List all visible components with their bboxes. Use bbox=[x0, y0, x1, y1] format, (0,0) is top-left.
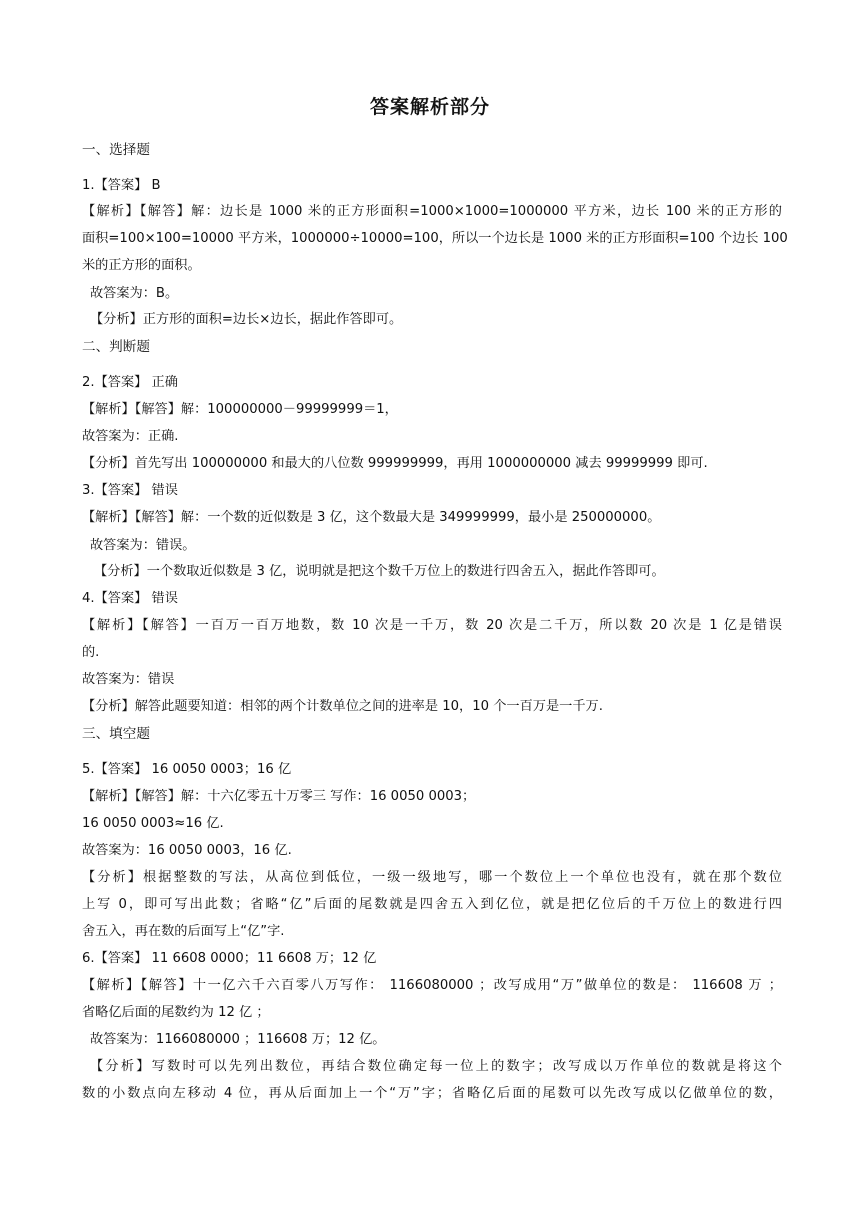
answer-2: 2.【答案】 正确 bbox=[82, 375, 178, 390]
answer-3: 3.【答案】 错误 bbox=[82, 483, 178, 498]
analysis-line: 【分析】根据整数的写法，从高位到低位，一级一级地写，哪一个数位上一个单位也没有，就在那个数位 bbox=[82, 870, 782, 885]
explanation-line: 【解析】【解答】解：十六亿零五十万零三 写作：16 0050 0003； bbox=[82, 789, 476, 804]
conclusion-line: 故答案为：B。 bbox=[90, 286, 179, 301]
analysis-line: 【分析】一个数取近似数是 3 亿，说明就是把这个数千万位上的数进行四舍五入，据此作答即可。 bbox=[94, 564, 665, 579]
analysis-line: 【分析】解答此题要知道：相邻的两个计数单位之间的进率是 10，10 个一百万是一千万. bbox=[82, 699, 603, 714]
explanation-line: 面积=100×100=10000 平方米，1000000÷10000=100，所以一个边长是 1000 米的正方形面积=100 个边长 100 bbox=[82, 231, 788, 246]
conclusion-line: 故答案为：16 0050 0003，16 亿. bbox=[82, 843, 292, 858]
conclusion-line: 故答案为：错误。 bbox=[90, 538, 196, 553]
section-heading-fill: 三、填空题 bbox=[82, 726, 150, 742]
page-title: 答案解析部分 bbox=[369, 96, 490, 118]
analysis-line: 数的小数点向左移动 4 位，再从后面加上一个“万”字；省略亿后面的尾数可以先改写成以亿做单位的数， bbox=[82, 1086, 782, 1101]
explanation-line: 【解析】【解答】解：边长是 1000 米的正方形面积=1000×1000=1000000 平方米，边长 100 米的正方形的 bbox=[82, 204, 782, 219]
conclusion-line: 故答案为：错误 bbox=[82, 672, 175, 687]
explanation-line: 【解析】【解答】解：100000000－99999999＝1， bbox=[82, 402, 398, 417]
conclusion-line: 故答案为：正确. bbox=[82, 429, 179, 444]
explanation-line: 米的正方形的面积。 bbox=[82, 258, 201, 273]
answer-6: 6.【答案】 11 6608 0000；11 6608 万；12 亿 bbox=[82, 951, 377, 966]
conclusion-line: 故答案为：1166080000 ；116608 万；12 亿。 bbox=[90, 1032, 386, 1047]
answer-1: 1.【答案】 B bbox=[82, 178, 161, 193]
analysis-line: 【分析】写数时可以先列出数位，再结合数位确定每一位上的数字；改写成以万作单位的数就是将这个 bbox=[90, 1059, 782, 1074]
analysis-line: 舍五入，再在数的后面写上“亿”字. bbox=[82, 924, 285, 939]
analysis-line: 【分析】正方形的面积=边长×边长，据此作答即可。 bbox=[90, 312, 403, 327]
explanation-line: 的. bbox=[82, 645, 100, 660]
explanation-line: 省略亿后面的尾数约为 12 亿 ； bbox=[82, 1005, 270, 1020]
section-heading-judge: 二、判断题 bbox=[82, 339, 150, 355]
explanation-line: 【解析】【解答】解：一个数的近似数是 3 亿，这个数最大是 349999999，最小是 250000000。 bbox=[82, 510, 661, 525]
analysis-line: 【分析】首先写出 100000000 和最大的八位数 999999999，再用 1000000000 减去 99999999 即可. bbox=[82, 456, 708, 471]
explanation-line: 【解析】【解答】一百万一百万地数，数 10 次是一千万，数 20 次是二千万，所以数 20 次是 1 亿是错误 bbox=[82, 618, 782, 633]
section-heading-choice: 一、选择题 bbox=[82, 142, 150, 158]
answer-5: 5.【答案】 16 0050 0003；16 亿 bbox=[82, 762, 292, 777]
analysis-line: 上写 0，即可写出此数；省略“亿”后面的尾数就是四舍五入到亿位，就是把亿位后的千万位上的数进行四 bbox=[82, 897, 782, 912]
explanation-line: 【解析】【解答】十一亿六千六百零八万写作： 1166080000 ；改写成用“万”做单位的数是： 116608 万 ； bbox=[82, 978, 782, 993]
answer-4: 4.【答案】 错误 bbox=[82, 591, 178, 606]
explanation-line: 16 0050 0003≈16 亿. bbox=[82, 816, 224, 831]
